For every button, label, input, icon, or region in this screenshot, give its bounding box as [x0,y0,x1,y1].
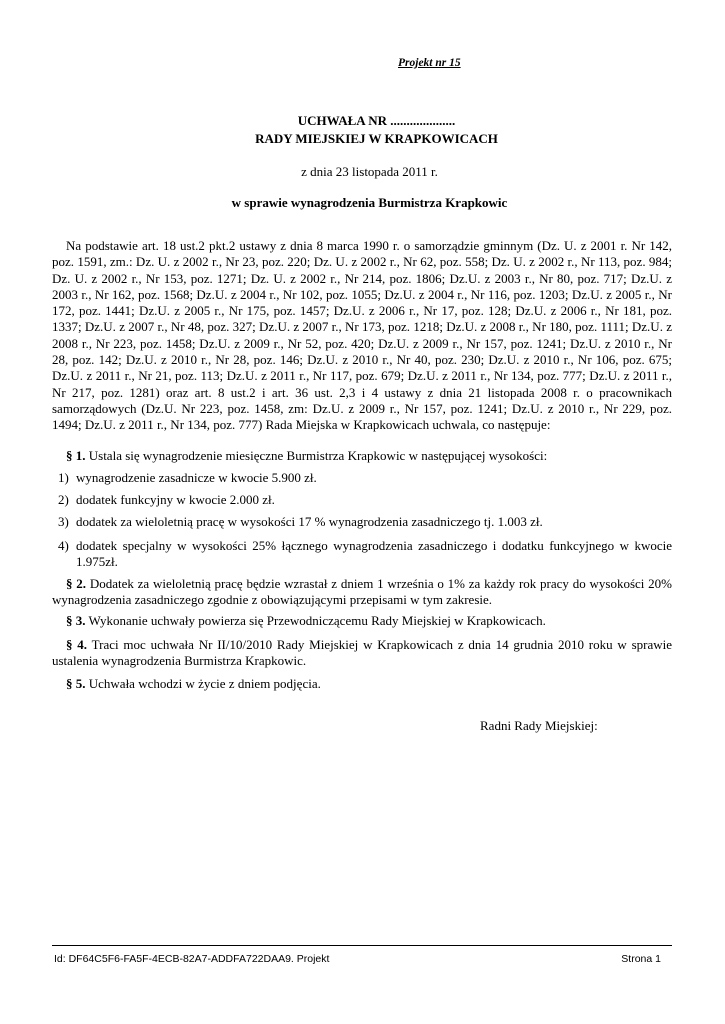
document-subject: w sprawie wynagrodzenia Burmistrza Krapkowic [231,195,508,210]
document-title [0,112,725,148]
list-item-text: dodatek za wieloletnią pracę w wysokości 17 % wynagrodzenia zasadniczego tj. 1.003 zł. [76,514,543,529]
legal-basis-paragraph: Na podstawie art. 18 ust.2 pkt.2 ustawy z dnia 8 marca 1990 r. o samorządzie gminnym (Dz. U. z 2001 r. Nr 142, poz. 1591, zm.: Dz. U. z 2002 r., Nr 23, poz. 220; Dz. U. z 2002 r., Nr 62, poz. 558; Dz. U. z 2002 r., Nr 113, poz. 984; Dz. U. z 2002 r., Nr 153, poz. 1271; Dz. U. z 2002 r., Nr 214, poz. 1806; Dz.U. z 2003 r., Nr 80, poz. 717; Dz.U. z 2003 r., Nr 162, poz. 1568; Dz.U. z 2004 r., Nr 102, poz. 1055; Dz.U. z 2004 r., Nr 116, poz. 1203; Dz.U. z 2005 r., Nr 172, poz. 1441; Dz.U. z 2005 r., Nr 175, poz. 1457; Dz.U. z 2006 r., Nr 17, poz. 128; Dz.U. z 2006 r., Nr 181, poz. 1337; Dz.U. z 2007 r., Nr 48, poz. 327; Dz.U. z 2007 r., Nr 173, poz. 1218; Dz.U. z 2008 r., Nr 180, poz. 1111; Dz.U. z 2008 r., Nr 223, poz. 1458; Dz.U. z 2009 r., Nr 52, poz. 420; Dz.U. z 2009 r., Nr 157, poz. 1241; Dz.U. z 2010 r., Nr 28, poz. 142; Dz.U. z 2010 r., Nr 28, poz. 146; Dz.U. z 2010 r., Nr 40, poz. 230; Dz.U. z 2010 r., Nr 106, poz. 675; Dz.U. z 2011 r., Nr 21, poz. 113; Dz.U. z 2011 r., Nr 117, poz. 679; Dz.U. z 2011 r., Nr 134, poz. 777; Dz.U. z 2011 r., Nr 217, poz. 1281) oraz art. 8 ust.2 i art. 36 ust. 2,3 i 4 ustawy z dnia 21 listopada 2008 r. o pracownikach samorządowych (Dz.U. Nr 223, poz. 1458, zm: Dz.U. z 2009 r., Nr 157, poz. 1241; Dz.U. z 2010 r., Nr 229, poz. 1494; Dz.U. z 2011 r., Nr 134, poz. 777) Rada Miejska w Krapkowicach uchwala, co następuje: [52,238,672,433]
section-5 [52,676,672,692]
title-line-1: UCHWAŁA NR .................... [297,113,456,128]
section-2-text: Dodatek za wieloletnią pracę będzie wzrastał z dniem 1 września o 1% za każdy rok pracy do wysokości 20% wynagrodzenia zasadniczego zgodnie z obowiązującymi przepisami w tym zakresie. [52,576,673,608]
section-2-mark: § 2. [66,576,87,591]
list-item-text: dodatek funkcyjny w kwocie 2.000 zł. [76,492,275,507]
project-number: Projekt nr 15 [398,57,461,69]
list-item-number: 1) [58,470,69,485]
section-2 [52,576,672,609]
footer-document-id: Id: DF64C5F6-FA5F-4ECB-82A7-ADDFA722DAA9. Projekt [54,953,330,965]
document-date: z dnia 23 listopada 2011 r. [301,164,438,179]
list-item-text: dodatek specjalny w wysokości 25% łącznego wynagrodzenia zasadniczego i dodatku funkcyjnego w kwocie 1.975zł. [76,538,672,570]
title-line-2: RADY MIEJSKIEJ W KRAPKOWICACH [255,131,498,146]
section-1-mark: § 1. [66,448,86,463]
section-3-mark: § 3. [66,613,86,628]
list-item [58,514,672,530]
section-1 [52,448,672,464]
section-3-text: Wykonanie uchwały powierza się Przewodniczącemu Rady Miejskiej w Krapkowicach. [85,613,546,628]
footer-divider [52,945,672,946]
signature-label: Radni Rady Miejskiej: [480,718,598,733]
section-3 [52,613,672,629]
section-4-text: Traci moc uchwała Nr II/10/2010 Rady Miejskiej w Krapkowicach z dnia 14 grudnia 2010 roku w sprawie ustalenia wynagrodzenia Burmistrza Krapkowic. [52,637,673,669]
list-item [58,492,672,508]
footer-page-number: Strona 1 [621,953,661,965]
section-5-text: Uchwała wchodzi w życie z dniem podjęcia. [85,676,321,691]
section-4-mark: § 4. [66,637,88,652]
list-item [58,538,672,571]
list-item-number: 2) [58,492,69,507]
section-4 [52,637,672,670]
list-item-number: 4) [58,538,69,553]
section-5-mark: § 5. [66,676,86,691]
list-item-number: 3) [58,514,69,529]
list-item [58,470,672,486]
list-item-text: wynagrodzenie zasadnicze w kwocie 5.900 zł. [76,470,317,485]
section-1-text: Ustala się wynagrodzenie miesięczne Burmistrza Krapkowic w następującej wysokości: [85,448,548,463]
